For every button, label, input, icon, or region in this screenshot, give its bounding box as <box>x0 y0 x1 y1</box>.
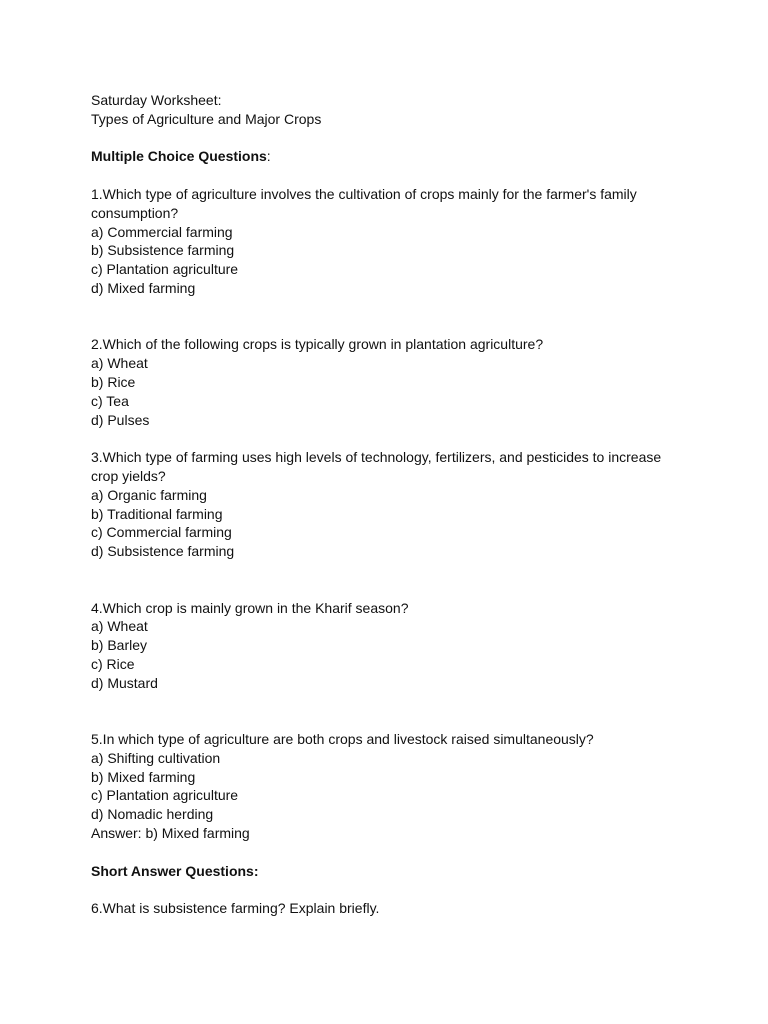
option-a: a) Wheat <box>91 618 148 635</box>
question-3 <box>91 448 691 561</box>
option-a: a) Wheat <box>91 355 148 372</box>
option-a: a) Commercial farming <box>91 223 233 240</box>
option-c: c) Plantation agriculture <box>91 787 239 804</box>
question-5 <box>91 730 691 843</box>
option-b: b) Mixed farming <box>91 768 196 785</box>
question-text: 2.Which of the following crops is typically grown in plantation agriculture? <box>91 336 544 353</box>
question-text: 5.In which type of agriculture are both crops and livestock raised simultaneously? <box>91 731 594 748</box>
option-d: d) Pulses <box>91 411 150 428</box>
option-c: c) Commercial farming <box>91 524 232 541</box>
option-b: b) Rice <box>91 373 136 390</box>
question-4 <box>91 599 691 693</box>
worksheet-subtitle: Types of Agriculture and Major Crops <box>91 110 322 127</box>
option-d: d) Nomadic herding <box>91 806 214 823</box>
option-c: c) Tea <box>91 392 129 409</box>
spacer <box>91 693 691 731</box>
option-d: d) Mustard <box>91 674 158 691</box>
worksheet-page <box>91 91 691 918</box>
question-1 <box>91 185 691 298</box>
question-text: 1.Which type of agriculture involves the cultivation of crops mainly for the farmer's family consumption? <box>91 185 637 221</box>
option-b: b) Barley <box>91 637 148 654</box>
question-text: 6.What is subsistence farming? Explain briefly. <box>91 900 380 917</box>
spacer <box>91 843 691 862</box>
question-text: 3.Which type of farming uses high levels of technology, fertilizers, and pesticides to increase crop yields? <box>91 449 662 484</box>
short-answer-heading: Short Answer Questions: <box>91 862 259 879</box>
option-c: c) Plantation agriculture <box>91 261 239 278</box>
question-6 <box>91 899 691 918</box>
option-a: a) Shifting cultivation <box>91 749 221 766</box>
option-d: d) Mixed farming <box>91 279 196 296</box>
spacer <box>91 561 691 599</box>
spacer <box>91 166 691 185</box>
option-a: a) Organic farming <box>91 486 207 503</box>
spacer <box>91 429 691 448</box>
question-2 <box>91 335 691 429</box>
spacer <box>91 298 691 336</box>
mcq-heading <box>91 147 691 166</box>
mcq-heading-text: Multiple Choice Questions <box>91 148 267 165</box>
option-c: c) Rice <box>91 655 135 672</box>
option-d: d) Subsistence farming <box>91 543 235 560</box>
mcq-heading-colon: : <box>266 148 271 165</box>
worksheet-title: Saturday Worksheet: <box>91 92 222 108</box>
spacer <box>91 880 691 899</box>
question-text: 4.Which crop is mainly grown in the Kharif season? <box>91 599 409 616</box>
option-b: b) Traditional farming <box>91 505 223 522</box>
option-b: b) Subsistence farming <box>91 242 235 259</box>
answer-line: Answer: b) Mixed farming <box>91 825 250 842</box>
spacer <box>91 129 691 148</box>
